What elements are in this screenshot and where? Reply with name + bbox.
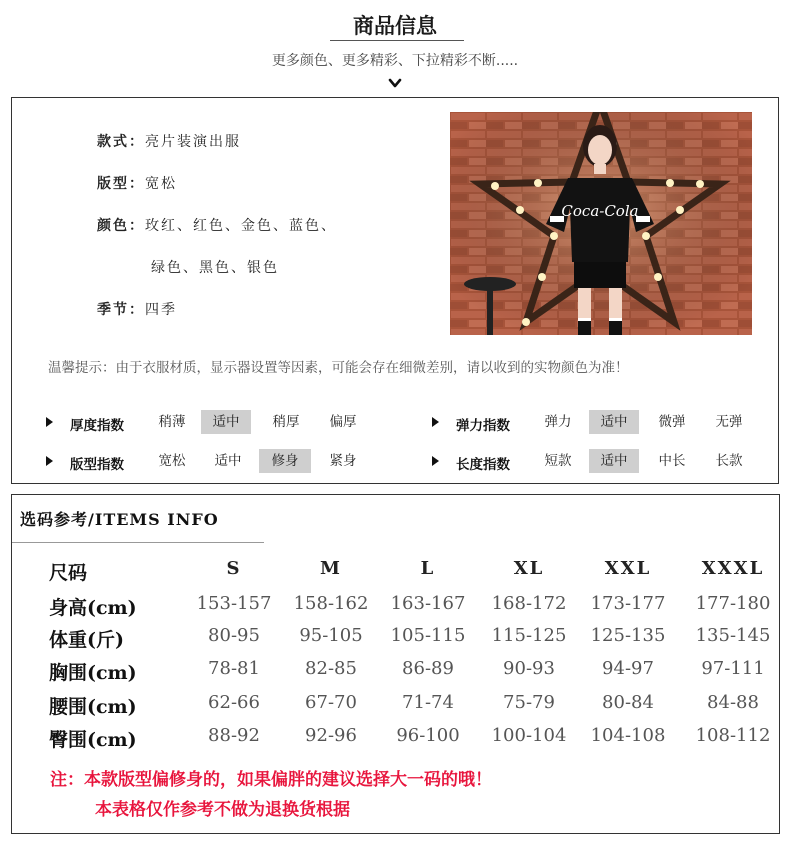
table-cell: 94-97 <box>602 658 654 679</box>
spec-style <box>97 131 241 151</box>
spec-colors <box>97 215 337 235</box>
table-cell: 80-95 <box>208 625 260 646</box>
table-cell: 100-104 <box>491 725 567 746</box>
table-cell: 67-70 <box>305 692 357 713</box>
index-label: 弹力指数 <box>456 418 510 434</box>
index-option-selected: 适中 <box>201 410 251 434</box>
table-cell: 86-89 <box>402 658 454 679</box>
table-cell: 135-145 <box>695 625 771 646</box>
index-option: 偏厚 <box>329 414 357 430</box>
spec-fit <box>97 173 177 193</box>
spec-value: 宽松 <box>145 176 177 192</box>
index-option: 短款 <box>544 453 572 469</box>
spec-value: 亮片装演出服 <box>145 134 241 150</box>
table-cell: 95-105 <box>299 625 363 646</box>
triangle-right-icon <box>46 456 53 466</box>
column-header: 尺码 <box>49 562 88 584</box>
triangle-right-icon <box>432 417 439 427</box>
index-option: 紧身 <box>329 453 357 469</box>
column-header: M <box>320 558 342 579</box>
index-label: 长度指数 <box>456 457 510 473</box>
shirt-print: Coca-Cola <box>561 202 639 220</box>
index-option: 中长 <box>658 453 686 469</box>
column-header: XXXL <box>701 558 765 579</box>
table-cell: 88-92 <box>208 725 260 746</box>
column-header: XXL <box>604 558 652 579</box>
table-cell: 78-81 <box>208 658 260 679</box>
spec-value: 绿色、黑色、银色 <box>151 260 279 276</box>
table-cell: 104-108 <box>590 725 666 746</box>
section-subtitle: 更多颜色、更多精彩、下拉精彩不断..... <box>271 53 519 69</box>
triangle-right-icon <box>46 417 53 427</box>
table-cell: 115-125 <box>491 625 567 646</box>
size-chart-panel <box>11 494 780 834</box>
table-cell: 97-111 <box>701 658 765 679</box>
size-note: 注：本款版型偏修身的，如果偏胖的建议选择大一码的哦！ <box>50 770 492 790</box>
heading-underline <box>12 542 264 543</box>
index-option: 无弹 <box>715 414 743 430</box>
index-option: 稍薄 <box>158 414 186 430</box>
product-photo <box>450 112 752 335</box>
table-cell: 71-74 <box>402 692 454 713</box>
color-disclaimer: 温馨提示：由于衣服材质，显示器设置等因素，可能会存在细微差别，请以收到的实物颜色为准！ <box>48 360 629 376</box>
section-title: 商品信息 <box>353 14 437 38</box>
index-option: 微弹 <box>658 414 686 430</box>
table-cell: 80-84 <box>602 692 654 713</box>
spec-season <box>97 299 177 319</box>
column-header: XL <box>513 558 545 579</box>
table-row <box>12 692 781 722</box>
table-cell: 84-88 <box>707 692 759 713</box>
row-label: 腰围(cm) <box>49 696 137 718</box>
table-cell: 75-79 <box>503 692 555 713</box>
spec-colors-cont <box>151 257 279 277</box>
table-cell: 96-100 <box>396 725 460 746</box>
table-cell: 92-96 <box>305 725 357 746</box>
size-chart-heading: 选码参考/ITEMS INFO <box>20 510 219 529</box>
table-row <box>12 625 781 655</box>
spec-key: 版型： <box>97 176 145 192</box>
index-option: 长款 <box>715 453 743 469</box>
chevron-down-icon <box>388 76 402 90</box>
table-cell: 168-172 <box>491 593 567 614</box>
table-cell: 105-115 <box>390 625 466 646</box>
index-option-selected: 适中 <box>589 410 639 434</box>
table-cell: 163-167 <box>390 593 466 614</box>
table-cell: 158-162 <box>293 593 369 614</box>
triangle-right-icon <box>432 456 439 466</box>
row-label: 身高(cm) <box>49 597 137 619</box>
row-label: 体重(斤) <box>49 629 124 651</box>
table-row <box>12 658 781 688</box>
row-label: 胸围(cm) <box>49 662 137 684</box>
table-cell: 82-85 <box>305 658 357 679</box>
product-info-panel <box>11 97 779 484</box>
spec-value: 四季 <box>145 302 177 318</box>
title-underline <box>330 40 464 41</box>
index-label: 厚度指数 <box>70 418 124 434</box>
table-row <box>12 725 781 755</box>
index-option-selected: 修身 <box>259 449 311 473</box>
size-note-disclaimer: 本表格仅作参考不做为退换货根据 <box>95 800 350 820</box>
table-header-row <box>12 558 781 588</box>
table-row <box>12 593 781 623</box>
table-cell: 173-177 <box>590 593 666 614</box>
column-header: L <box>420 558 436 579</box>
index-option: 稍厚 <box>272 414 300 430</box>
spec-key: 季节： <box>97 302 145 318</box>
spec-key: 款式： <box>97 134 145 150</box>
table-cell: 153-157 <box>196 593 272 614</box>
table-cell: 177-180 <box>695 593 771 614</box>
spec-key: 颜色： <box>97 218 145 234</box>
index-option: 弹力 <box>544 414 572 430</box>
index-label: 版型指数 <box>70 457 124 473</box>
table-cell: 125-135 <box>590 625 666 646</box>
spec-value: 玫红、红色、金色、蓝色、 <box>145 218 337 234</box>
row-label: 臀围(cm) <box>49 729 137 751</box>
index-option-selected: 适中 <box>589 449 639 473</box>
table-cell: 108-112 <box>695 725 771 746</box>
column-header: S <box>226 558 242 579</box>
table-cell: 62-66 <box>208 692 260 713</box>
table-cell: 90-93 <box>503 658 555 679</box>
index-option: 适中 <box>214 453 242 469</box>
index-option: 宽松 <box>158 453 186 469</box>
